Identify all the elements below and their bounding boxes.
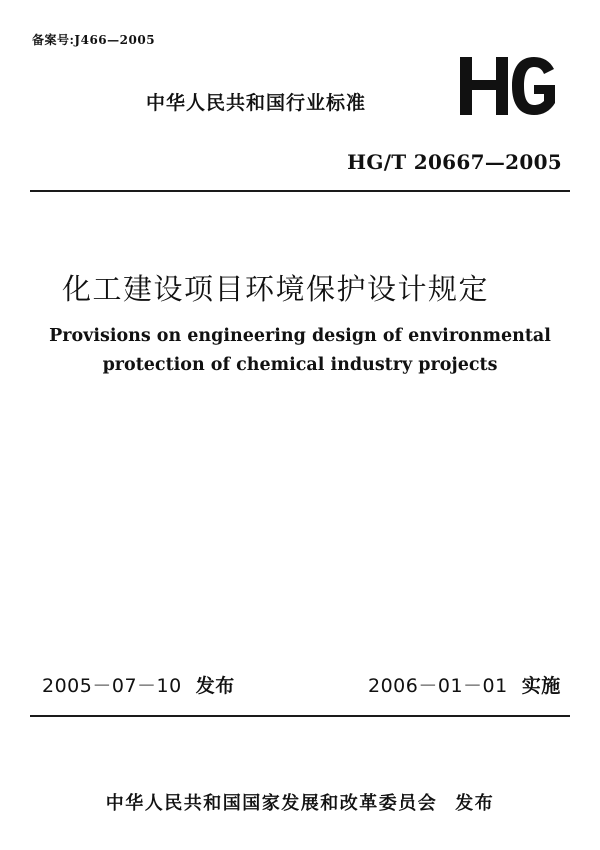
logo-letter-g xyxy=(512,57,555,115)
implement-date: 2006－01－01 xyxy=(368,675,508,697)
publisher-block xyxy=(0,789,600,815)
title-english xyxy=(0,322,600,380)
logo-letter-h xyxy=(460,57,508,115)
standard-category: 中华人民共和国行业标准 xyxy=(146,92,367,114)
bottom-divider xyxy=(30,715,570,717)
issue-date: 2005－07－10 xyxy=(42,675,182,697)
issue-date-block xyxy=(42,671,235,698)
hg-logo xyxy=(458,55,566,117)
title-english-line2: protection of chemical industry projects xyxy=(102,355,498,375)
issue-label: 发布 xyxy=(195,675,235,697)
publisher-label: 发布 xyxy=(455,793,495,814)
implement-date-block xyxy=(368,671,561,698)
standard-code: HG/T 20667—2005 xyxy=(347,150,562,174)
filing-number: 备案号:J466—2005 xyxy=(32,33,156,47)
title-english-line1: Provisions on engineering design of environmental xyxy=(49,326,551,346)
top-divider xyxy=(30,190,570,192)
title-chinese: 化工建设项目环境保护设计规定 xyxy=(62,272,490,306)
publisher-name: 中华人民共和国国家发展和改革委员会 xyxy=(105,793,438,814)
implement-label: 实施 xyxy=(521,675,561,697)
